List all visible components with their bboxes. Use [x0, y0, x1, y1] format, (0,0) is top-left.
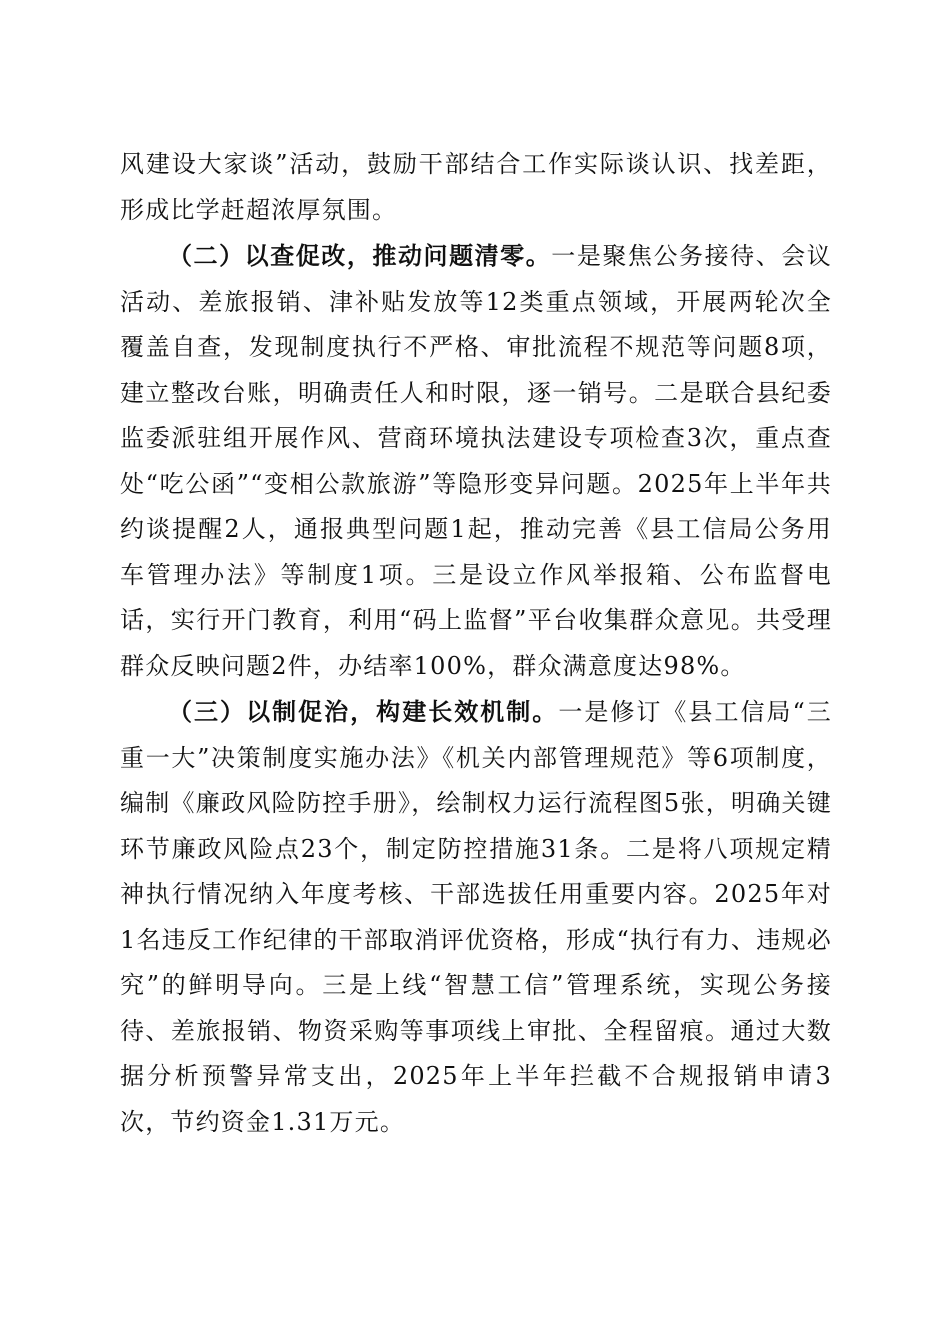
paragraph-continuation: [120, 142, 832, 233]
paragraph-body: 风建设大家谈”活动，鼓励干部结合工作实际谈认识、找差距，形成比学赶超浓厚氛围。: [120, 150, 832, 224]
paragraph-body: 一是修订《县工信局“三重一大”决策制度实施办法》《机关内部管理规范》等6项制度，编制《廉政风险防控手册》，绘制权力运行流程图5张，明确关键环节廉政风险点23个，制定防控措施31条。二是将八项规定精神执行情况纳入年度考核、干部选拔任用重要内容。2025年对1名违反工作纪律的干部取消评优资格，形成“执行有力、违规必究”的鲜明导向。三是上线“智慧工信”管理系统，实现公务接待、差旅报销、物资采购等事项线上审批、全程留痕。通过大数据分析预警异常支出，2025年上半年拦截不合规报销申请3次，节约资金1.31万元。: [120, 698, 833, 1136]
paragraph-section-three: [120, 689, 832, 1145]
paragraph-section-two: [120, 233, 832, 689]
section-heading: （三）以制促治，构建长效机制。: [168, 697, 559, 726]
section-heading: （二）以查促改，推动问题清零。: [168, 241, 552, 270]
paragraph-body: 一是聚焦公务接待、会议活动、差旅报销、津补贴发放等12类重点领域，开展两轮次全覆盖自查，发现制度执行不严格、审批流程不规范等问题8项，建立整改台账，明确责任人和时限，逐一销号。二是联合县纪委监委派驻组开展作风、营商环境执法建设专项检查3次，重点查处“吃公函”“变相公款旅游”等隐形变异问题。2025年上半年共约谈提醒2人，通报典型问题1起，推动完善《县工信局公务用车管理办法》等制度1项。三是设立作风举报箱、公布监督电话，实行开门教育，利用“码上监督”平台收集群众意见。共受理群众反映问题2件，办结率100%，群众满意度达98%。: [120, 242, 832, 680]
document-body: [120, 142, 832, 1145]
